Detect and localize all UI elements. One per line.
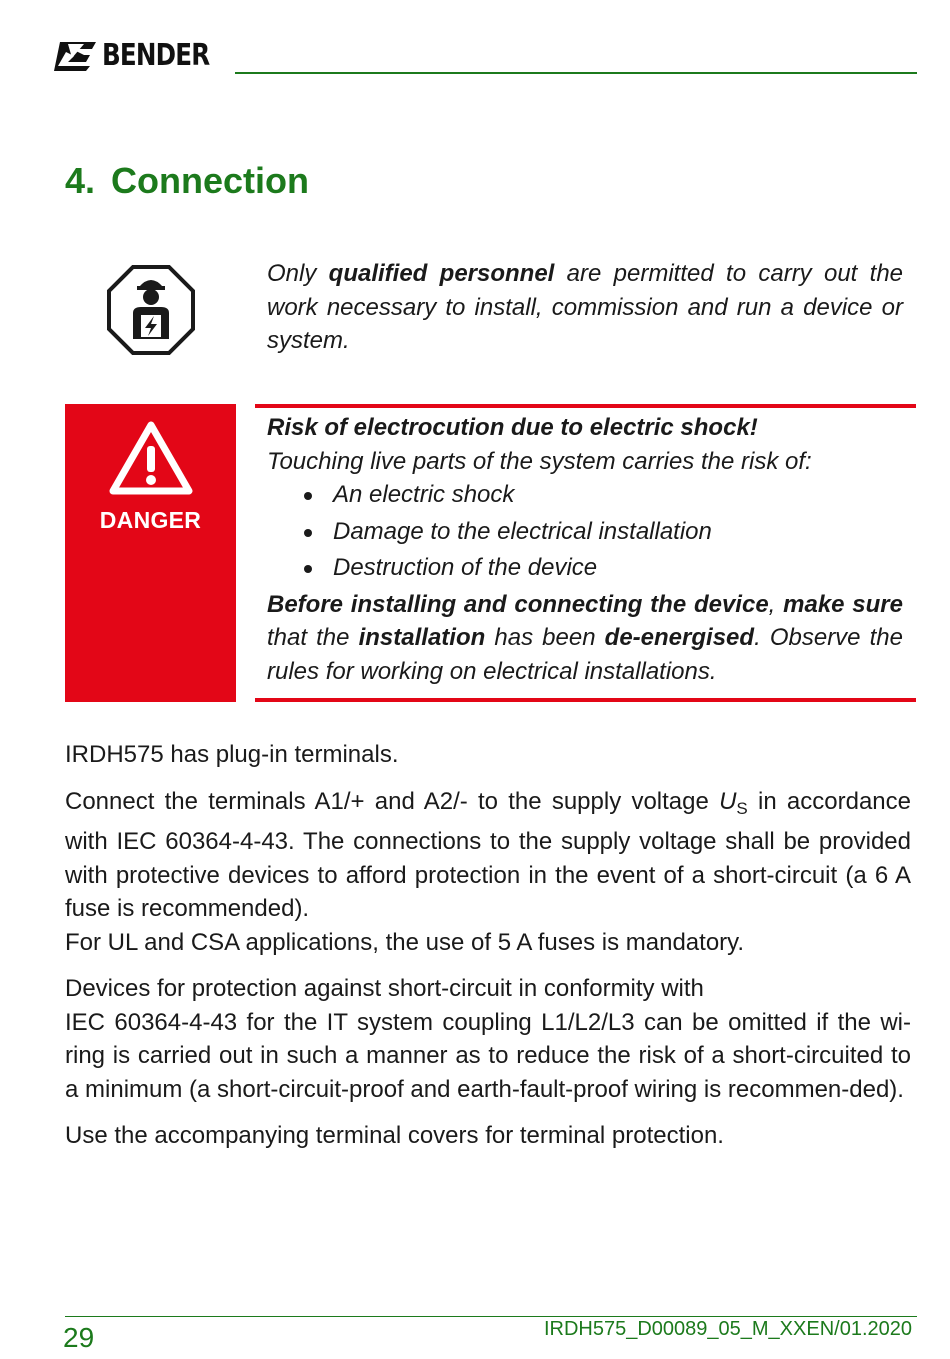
list-item: Destruction of the device <box>267 551 903 588</box>
bender-logo <box>54 38 233 73</box>
page-number: 29 <box>63 1322 95 1353</box>
qualified-personnel-note <box>267 257 903 358</box>
section-heading <box>65 160 309 202</box>
danger-box <box>65 404 236 702</box>
header-rule <box>235 72 917 74</box>
qualified-personnel-icon <box>107 265 195 355</box>
danger-content <box>267 411 903 688</box>
list-item: Damage to the electrical installation <box>267 515 903 552</box>
danger-label: DANGER <box>99 507 202 533</box>
bender-logo-icon <box>54 40 98 72</box>
section-title: Connection <box>111 160 310 201</box>
supply-voltage-symbol: U <box>719 787 737 815</box>
body-text <box>65 738 911 1166</box>
section-number: 4. <box>65 160 96 201</box>
list-item: An electric shock <box>267 478 903 515</box>
danger-title: Risk of electrocution due to electric shock! <box>267 414 758 441</box>
paragraph-short-circuit: Devices for protection against short-circuit in conformity with IEC 60364-4-43 for the IT system coupling L1/L2/L3 can be omitted if the wi-ring is carried out in such a manner as to reduce the risk of a short-circuited to a minimum (a short-circuit-proof and earth-fault-proof wiring is recommen-ded). <box>65 975 911 1103</box>
danger-bottom-rule <box>255 698 916 702</box>
qual-text-1: Only <box>267 260 329 287</box>
danger-warning: Before installing and connecting the device, make sure that the installation has been de-energised. Observe the rules for working on electrical installations. <box>267 590 903 685</box>
warning-triangle-icon <box>108 420 194 496</box>
logo-text: BENDER <box>102 38 210 73</box>
danger-top-rule <box>255 404 916 408</box>
paragraph-terminal-covers: Use the accompanying terminal covers for terminal protection. <box>65 1122 724 1149</box>
document-id: IRDH575_D00089_05_M_XXEN/01.2020 <box>543 1318 912 1340</box>
footer-rule <box>65 1316 917 1317</box>
qual-text-bold: qualified personnel <box>328 260 555 287</box>
paragraph-terminals: IRDH575 has plug-in terminals. <box>65 741 399 768</box>
paragraph-supply-voltage: Connect the terminals A1/+ and A2/- to the supply voltage $U_S$ in accordance with IEC 60364-4-43. The connections to the supply voltage shall be provided with protective devices to afford protection in the event of a short-circuit (a 6 A fuse is recommended). For UL and CSA applications, the use of 5 A fuses is mandatory. <box>65 787 911 956</box>
danger-list <box>267 478 903 588</box>
danger-intro: Touching live parts of the system carries the risk of: <box>267 447 812 475</box>
qual-text-2: are permitted to carry out the work necessary to install, commission and run a device or system. <box>267 260 904 354</box>
